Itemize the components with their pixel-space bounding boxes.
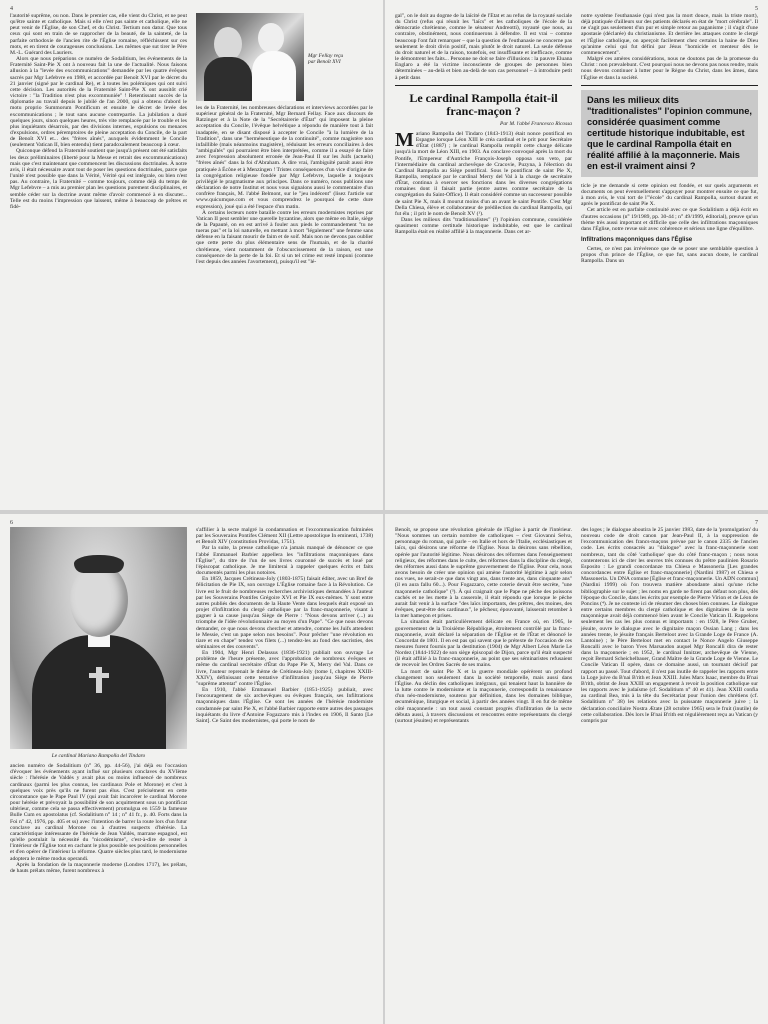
portrait-cardinal-rampolla [10,527,187,749]
paragraph: ticle je me demande si cette opinion est fondée, et sur quels arguments et documents on peut éventuellement s'appuyer pour montrer ensuite ce que fut, à mon avis, le vrai tort de l'"école" du cardinal Rampolla, surtout durant et après le pontificat de saint Pie X. [581,182,758,208]
section-subheading: Infiltrations maçonniques dans l'Église [581,236,693,243]
page-columns [395,13,758,508]
photo-caption: Mgr Fellay reçu par Benoît XVI [308,53,344,65]
page-number: 5 [755,6,758,12]
paragraph: les de la Fraternité, les nombreuses déclarations et interviews accordées par le supérieur général de la Fraternité, Mgr Bernard Fellay. Face aux discours de Ratzinger et à la Note de la "Secrétairerie d'État" qui imposent la pleine acceptation du Concile, l'évêque helvétique a répondu de manière tout à fait inadaptée, en se disant disposé à accepter le Concile "à la lumière de la Tradition", dans une "herméneutique de la continuité", comme magistère non infaillible (mais néanmoins magistère), réduisant les erreurs conciliaires à des "ambiguïtés" qui pourraient être bien interprétées, comme il a essayé de faire avec l'expression absolument erronée de Jean-Paul II sur les Juifs (actuels) "frères aînés" dans la foi d'Abraham. À dire vrai, l'ambiguïté paraît aussi être pratiquée à Écône et à Menzingen ! Tristes conséquences d'un vice d'origine de la congrégation religieuse fondée par Mgr Lefebvre, laquelle a toujours privilégié le pragmatisme aux principes. Dans ce numéro, nous publions une déclaration de notre Institut et nous vous signalons aussi le commentaire d'un confrère français, M. l'abbé Belmont, sur le "jeu indécent" (lisez l'article sur www.quicumque.com et vous comprendrez le pourquoi de cette dure expression), joué qui a été l'espace d'un matin. [196,105,373,210]
article-byline: Par M. l'abbé Francesco Ricossa [500,120,572,127]
column-left [10,13,187,508]
photo-fellay-benedict [196,13,304,101]
page-4 [0,0,383,510]
paragraph: Benoît, se propose une révolution générale de l'Église à partir de l'intérieur. "Nous sommes un certain nombre de catholiques – c'est Giovanni Selva, personnage du roman, qui parle – en Italie et hors de l'Italie, ecclésiastiques et laïcs, qui désirons une réforme de l'Église. Nous la désirons sans rébellion, opérée par l'autorité légitime. Nous désirons des réformes dans l'enseignement religieux, des réformes dans le culte, des réformes dans la discipline du clergé, des réformes aussi dans le suprême gouvernement de l'Église. Pour cela, nous avons besoin de créer une opinion qui amène l'autorité légitime à agir selon nos vues, ne serait-ce que dans vingt ans, dans trente ans, dans cinquante ans" (il en aura fallu 60...). Pour Fogazzaro, cette coterie devait être secrète, "une maçonnerie catholique" (³). À qui craignait que le Pape ne pêche des poissons cachés et ne les mette à la casserole, il était répondu que lorsque le pêche aurait fait venir à la surface "des laïcs importants, des prêtres, des moines, des évêques, peut-être des cardinaux", le pêcheur, épouvanté, laisserait retomber à la mer hameçon et prises. [395,527,572,620]
paragraph: À certains lecteurs notre bataille contre les erreurs modernistes reprises par Vatican II peut sembler une querelle byzantine, alors que même en Italie, siège de la Papauté, on en est arrivé à fouler aux pieds le commandement "tu ne tueras pas" et la loi naturelle, en mettant à mort "légalement" une femme sans défense en la faisant mourir de faim et de soif. Mais non ne devons pas oublier que cette perte du plus élémentaire sens de l'humain, et de la charité chrétienne, vient notamment de l'obscurcissement de la raison, est une conséquence de la perte de la foi. Et si un tel crime est resté impuni (comme l'est depuis des années l'avortement), puisqu'il est "lé- [196,209,373,265]
paragraph: s'affilier à la secte malgré la condamnation et l'excommunication fulminées par les Souverains Pontifes Clément XII (Lettre apostolique In eminenti, 1738) et Benoît XIV (constitution Providas, 1751). [196,527,373,546]
paragraph: En 1904, Mgr Henri Delassus (1836-1921) publiait son ouvrage Le problème de l'heure présente, avec l'approbation de nombreux évêques et même du cardinal secrétaire d'État du Pape Pie X, Merry del Val. Dans ce livre, l'auteur reprenait le thème de Crétineau-Joly (tome I, chapitres XXIII-XXIV), définissant cette tentative d'infiltration jusqu'au Siège de Pierre "suprême attentat" contre l'Église. [196,650,373,687]
page-columns [10,527,373,1022]
divider [395,85,572,86]
paragraph: des loges ; le dialogue aboutira le 25 janvier 1983, date de la 'promulgation' du nouveau code de droit canon par Jean-Paul II, à la suppression de l'excommunication des francs-maçons prévue par le canon 2335 de l'ancien code. Les écrits consacrés au "dialogue" avec la franc-maçonnerie sont nombreux, tant du côté 'catholique' que du côté franc-maçon ; nous nous contenterons ici de citer les œuvres très connues du prêtre paulinien Rosario Esposito : Le grandi concordanze tra Chiesa e Massoneria [Les grandes concordances entre Église et franc-maçonnerie] (Nardini 1987) et Chiesa e Massoneria. Un DNA comune [Église et franc-maçonnerie. Un ADN commun] (Nardini 1999) où l'on trouvera matière abondante ainsi qu'une riche bibliographie sur le sujet ; les noms en garde ne firent pas défaut non plus, dès l'époque du Concile, dans les écrits par exemple de Pierre Virion et de Léon de Poncins (⁴). Je ne conteste ici de résumer des choses bien connues. Le dialogue entre certains membres du clergé catholique et des dignitaires de la secte maçonnique avait déjà commencé bien avant le Concile Vatican II. Rappelons seulement les cas les plus connus et importants : en 1928, le Père Gruber, jésuite, ouvre le dialogue avec le dignitaire maçon Ossian Lang ; dans les années trente, le jésuite français Berteloot avec la Grande Loge de France (A. Lantoine) ; le Père Berteloot met en contact le Nonce Angelo Giuseppe Roncalli avec le baron Yves Marsaudon auquel Mgr Roncalli dira de rester dans la maçonnerie ; en 1952, le cardinal Innitzer, archevêque de Vienne, reçoit Bernard Scheichelbauer, Grand Maître de la Grande Loge de Vienne. Le Concile Vatican II opère, dans ce domaine aussi, un tournant décisif par rapport au passé. Tout d'abord, il n'est pas inutile de rappeler les rapports entre la Loge juive du B'nai B'rith et Jean XXIII. Jules Marx Isaac, membre du B'nai B'rith, obtint de Jean XXIII un engagement à revoir la position catholique sur les rapports avec le judaïsme (cf. Sodalitium n° 40 et 41). Jean XXIII confia au cardinal Bea, mis à la tête du Secrétariat pour l'union des chrétiens (cf. Sodalitium n° 38) les relations avec la puissante maçonnerie juive ; la déclaration conciliaire Nostra Ætate (28 octobre 1965) sera le fruit (inutile) de cette collaboration. Dès lors le B'nai B'rith est régulièrement reçu au Vatican (y compris par [581,527,758,724]
paragraph: Par la suite, la presse catholique n'a jamais manqué de dénoncer ce que l'abbé Emmanuel Barbier appellera les "infiltrations maçonniques dans l'Église", du titre de l'un de ses livres couronné de succès et loué par l'épiscopat catholique. Je me limiterai à rappeler quelques écrits et faits documentés parmi les plus notoires. [196,545,373,577]
column-right [581,13,758,508]
page-columns [395,527,758,1022]
portrait-caption: Le cardinal Mariano Rampolla del Tindaro [51,753,146,759]
column-right [581,527,758,1022]
paragraph: ancien numéro de Sodalitium (n° 36, pp. 44-56), j'ai déjà eu l'occasion d'évoquer les événements ayant influé sur plusieurs conclaves du XVIème siècle : l'hérésie de Valdès y avait plus ou moins influencé de nombreux cardinaux (parmi les plus connus, les cardinaux Pole et Morone) et c'est à quelques voix près qu'ils ne furent pas élus. C'est précisément en cette circonstance que le Pape Paul IV (qui avait fait incarcérer le cardinal Morone pour hérésie et prévoyait la possibilité de son acquittement sous un pontificat ultérieur, comme cela se passa effectivement) promulgua en 1559 la fameuse Bulle Cum ex apostolatus (cf. Sodalitium n° 14 ; n° 41 fr., p. 40. Forts dans la Foi n° 42, 1976, pp. 405 et ss) avec l'intention de barrer la route lors d'un futur conclave au cardinal Morone ou à d'autres suspects d'hérésie. La caractéristique intéressante de l'hérésie de Jean Valdès, marrane espagnol, est qu'elle postulait la nécessité du "nicodémisme", c'est-à-dire de rester à l'intérieur de l'Église tout en cachant le plus possible ses positions personnelles et d'en opérer de l'intérieur la réforme. Quatre siècles plus tard, le modernisme adoptera le même modus operandi. [10,763,187,862]
column-right [196,527,373,1022]
column-left [395,527,572,1022]
pull-quote-callout: Dans les milieux dits "traditionalistes" l'opinion commune, considérée quasiment comme certitude historique indubitable, est que le cardinal Rampolla était en réalité affilié à la maçonnerie. Mais en est-il vraiment ainsi ? [581,90,758,177]
article-title: Le cardinal Rampolla était-il franc-maçon ? [409,90,558,118]
page-5 [385,0,768,510]
paragraph: Alors que nous préparions ce numéro de Sodalitium, les événements de la Fraternité Saint-Pie X ont à nouveau fait la une de l'actualité. Nous faisons allusion à la "levée des excommunications" demandée par les quatre évêques sacrés par Mgr Lefebvre en 1988, et accordée par Benoît XVI par le décret du 21 janvier (signé par le cardinal Re), et à toutes les polémiques qui ont suivi cette décision. Les autorités de la Fraternité Saint-Pie X ont aussitôt crié victoire : "la Tradition n'est plus excommuniée" ! Retentissant succès de la diplomatie au travail depuis le jubilé de l'an 2000, qui a obtenu d'abord le motu proprio Summorum Pontificum et ensuite le décret de levée des excommunications ; le tout sans aucune contrepartie. La jubilation a duré quelques jours, sinon quelques heures, très vite remplacée par le trouble et les plus inquiétants désarrois, par des divisions internes, expulsions ou menaces d'expulsions, ordres péremptoires de pleine acceptation du Concile, de la part de Benoît XVI et... des "frères aînés", auxquels évidemment le Concile (seulement Vatican II, bien entendu) tient paradoxalement beaucoup à cœur. [10,56,187,149]
page-7 [385,514,768,1024]
paragraph: ariano Rampolla del Tindaro (1843-1913) était nonce pontifical en Espagne lorsque Léon XIII le créa cardinal et le prit pour Secrétaire d'État (1887) ; le cardinal Rampolla remplit cette charge délicate jusqu'à la mort de Léon XIII, en 1903. Au conclave convoqué après la mort du Pontife, l'Empereur d'Autriche François-Joseph opposa son veto, par l'intermédiaire du cardinal archevêque de Cracovie, Puzyna, à l'élection du Cardinal Rampolla au Siège pontifical. Sous le pontificat de saint Pie X, Rampolla, remplacé par le cardinal Merry del Val à la charge de secrétaire d'État, continua à exercer ses fonctions dans les diverses congrégations romaines dont il faisait partie (entre autres comme secrétaire de la congrégation du Saint-Office). Il était considéré comme un successeur possible de saint Pie X, mais il mourut moins d'un an avant le saint Pontife. C'est Mgr Della Chiesa, élève et collaborateur de prédilection du cardinal Rampolla, qui fut élu ; il prit le nom de Benoît XV (¹). [395,130,572,217]
paragraph: l'autorité suprême, ou non. Dans le premier cas, elle vient du Christ, et ne peut qu'être sainte et catholique. Mais si elle n'est pas sainte et catholique, elle ne peut venir de l'Église, de son Chef, et du Christ. Tertium non datur. Que tous ceux qui sont en train de se rapprocher de la beauté, de la sainteté, de la parfaite orthodoxie de l'ancien rite de l'Église romaine, réfléchissent sur ces mots, et en tirent de courageuses conclusions. Les mêmes que sut tirer le Père M.-L. Guérard des Lauriers. [10,13,187,56]
column-right [196,13,373,508]
page-6 [0,514,383,1024]
paragraph: La situation était particulièrement délicate en France où, en 1905, le gouvernement de la Troisième République, étroitement contrôlé par la franc-maçonnerie, avait déclaré la séparation de l'Église et de l'État et dénoncé le Concordat de 1801. Il en est pas qui savent que le prétexte de l'occasion de ces mesures furent fournis par la destitution (1904) de Mgr Albert Léon Marie Le Nordez (1844-1922) de son siège épiscopal de Dijon, parce qu'il était suspecté (il était affilié à la franc-maçonnerie, au point que ses séminaristes refusaient de recevoir les Ordres Sacrés de ses mains. [395,619,572,669]
page-number: 4 [10,6,13,12]
paragraph: La mort de saint Pie X et la guerre mondiale opérèrent un profond changement non seulement dans la société temporelle, mais aussi dans l'Église. Au déclin des catholiques intégraux, qui tenaient haut la bannière de la lutte contre le modernisme et la maçonnerie, correspondit la renaissance d'un néo-modernisme, soutenu par définition, dans les domaines biblique, œcuménique, liturgique et social, à partir des années vingt. Il en fut de même côté maçonnerie : un tout aussi constant progrès d'infiltration de la secte débuta aussi, à travers discussions et rencontres entre représentants du clergé (surtout jésuites) et représentants [395,668,572,724]
page-number: 6 [10,520,13,526]
paragraph: Cet article est en parfaite continuité avec ce que Sodalitium a déjà écrit en d'autres occasions (n° 19/1989, pp. 30-44 ; n° 49/1999, éditorial), preuve qu'un thème très aussi important et difficile que celle des infiltrations maçonniques dans l'Église, notre revue suit avec cohérence et sérieux une ligne d'équilibre. [581,207,758,232]
paragraph: Après la fondation de la maçonnerie moderne (Londres 1717), les prélats, de hauts prélats même, furent nombreux à [10,861,187,874]
paragraph: En 1859, Jacques Crétineau-Joly (1803-1875) faisait éditer, avec un Bref de félicitation de Pie IX, son ouvrage L'Église romaine face à la Révolution. Ce livre est le fruit de nombreuses recherches archivistiques demandées à l'auteur par les Souverains Pontifes Grégoire XVI et Pie IX eux-mêmes. Y sont entre autres publiés des documents de la Haute Vente dans lesquels était exposé un projet d'infiltration du clergé catholique par la franc-maçonnerie, visant à gagner à sa cause jusqu'au Siège de Pierre : "Nous devons arriver (...) au triomphe de l'idée révolutionnaire au moyen d'un Pape". "Ce que nous devons demander, ce que nous devons chercher et attendre, comme les Juifs attendent le Messie, c'est un pape selon nos besoins". Pour prêcher "une révolution en tiare et en chape" tendez vos filets (...) tendez-les au fond des sacristies, des séminaires et des couvents". [196,576,373,650]
page-number: 7 [755,520,758,526]
paragraph: Dans les milieux dits "traditionalistes" (²) l'opinion commune, considérée quasiment comme certitude historique indubitable, est que le cardinal Rampolla était en réalité affilié à la maçonnerie. Dans cet ar- [395,217,572,236]
column-left [10,527,187,1022]
paragraph: Certes, ce n'est pas irrévérence que de se poser une semblable question à propos d'un prince de l'Église, ce que fut, sans aucun doute, le cardinal Rampolla. Dans un [581,246,758,265]
dropcap: M [395,128,414,151]
paragraph: Malgré ces amères considérations, nous ne doutons pas de la promesse du Christ : non prævalebunt. C'est pourquoi nous ne devons pas nous rendre, mais nous devons continuer à lutter pour le Règne du Christ, dans les âmes, dans l'Église et dans la société. [581,56,758,81]
paragraph: notre système l'euthanasie (qui n'est pas la mort douce, mais la triste mort), déjà pratiquée d'ailleurs sur des patients déclarés en état de "mort cérébrale". Il ne s'agit pas seulement d'un pur et simple retour au paganisme ; il s'agit d'une apostasie (déclarée) du christianisme. Et derrière les attaques contre le clergé et l'Église catholique, on aperçoit facilement chez certains la haine de Dieu qu'anime celui qui fut défini par Jésus "homicide et menteur dès le commencement". [581,13,758,56]
page-columns [10,13,373,508]
divider [581,85,758,86]
paragraph: gal", on le doit au dogme de la laïcité de l'État et au refus de la royauté sociale du Christ (refus qui réunit les "laïcs" et les catholiques de l'école de la démocratie chrétienne, comme le sénateur Andreotti), royauté que nous, au contraire, obstinément, nous continuerons à défendre. Il est vrai – comme beaucoup l'ont fait remarquer – que la question de l'euthanasie ne concerne pas seulement le droit divin positif, mais plutôt le droit naturel. La seule défense du droit naturel et de la raison, toutefois, est insuffisante et inefficace, comme le démontrent les faits... Personne ne doit se faire d'illusions : la pauvre Eluana Englaro a été la victime inconsciente de groupes de personnes bien déterminées – au-delà et bien au-delà de son cas personnel – à introduire petit à petit dans [395,13,572,81]
paragraph: En 1910, l'abbé Emmanuel Barbier (1851-1925) publiait, avec l'encouragement de six archevêques ou évêques français, ses Infiltrations maçonniques dans l'Église. Ce sont les années de l'hérésie moderniste condamnée par saint Pie X, et l'abbé Barbier rapporte entre autres des passages inquiétants du livre d'Antoine Fogazzaro mis à l'index en 1906, Il Santo [Le Saint]. Ce Saint des modernistes, qui porte le nom de [196,687,373,724]
column-left [395,13,572,508]
paragraph: Quiconque défend la Fraternité soutient que jusqu'à présent ont été satisfaits les deux préliminaires (liberté pour la Messe et retrait des excommunications) mais que c'est maintenant que commencent les discussions doctrinales. À notre avis, il était nécessaire avant tout de poser les questions doctrinales, parce que l'unité n'est possible que dans la Vérité, Vérité qui est intégrale, ou bien n'est pas. Au contraire, la Fraternité – comme toujours, comme déjà du temps de Mgr Lefebvre – a mis au premier plan les questions purement disciplinaires, et semble céder sur la doctrine avant même d'avoir commencé à en discuter... Telle est du moins l'impression que laissent, même à beaucoup de prêtres et fidè- [10,148,187,210]
